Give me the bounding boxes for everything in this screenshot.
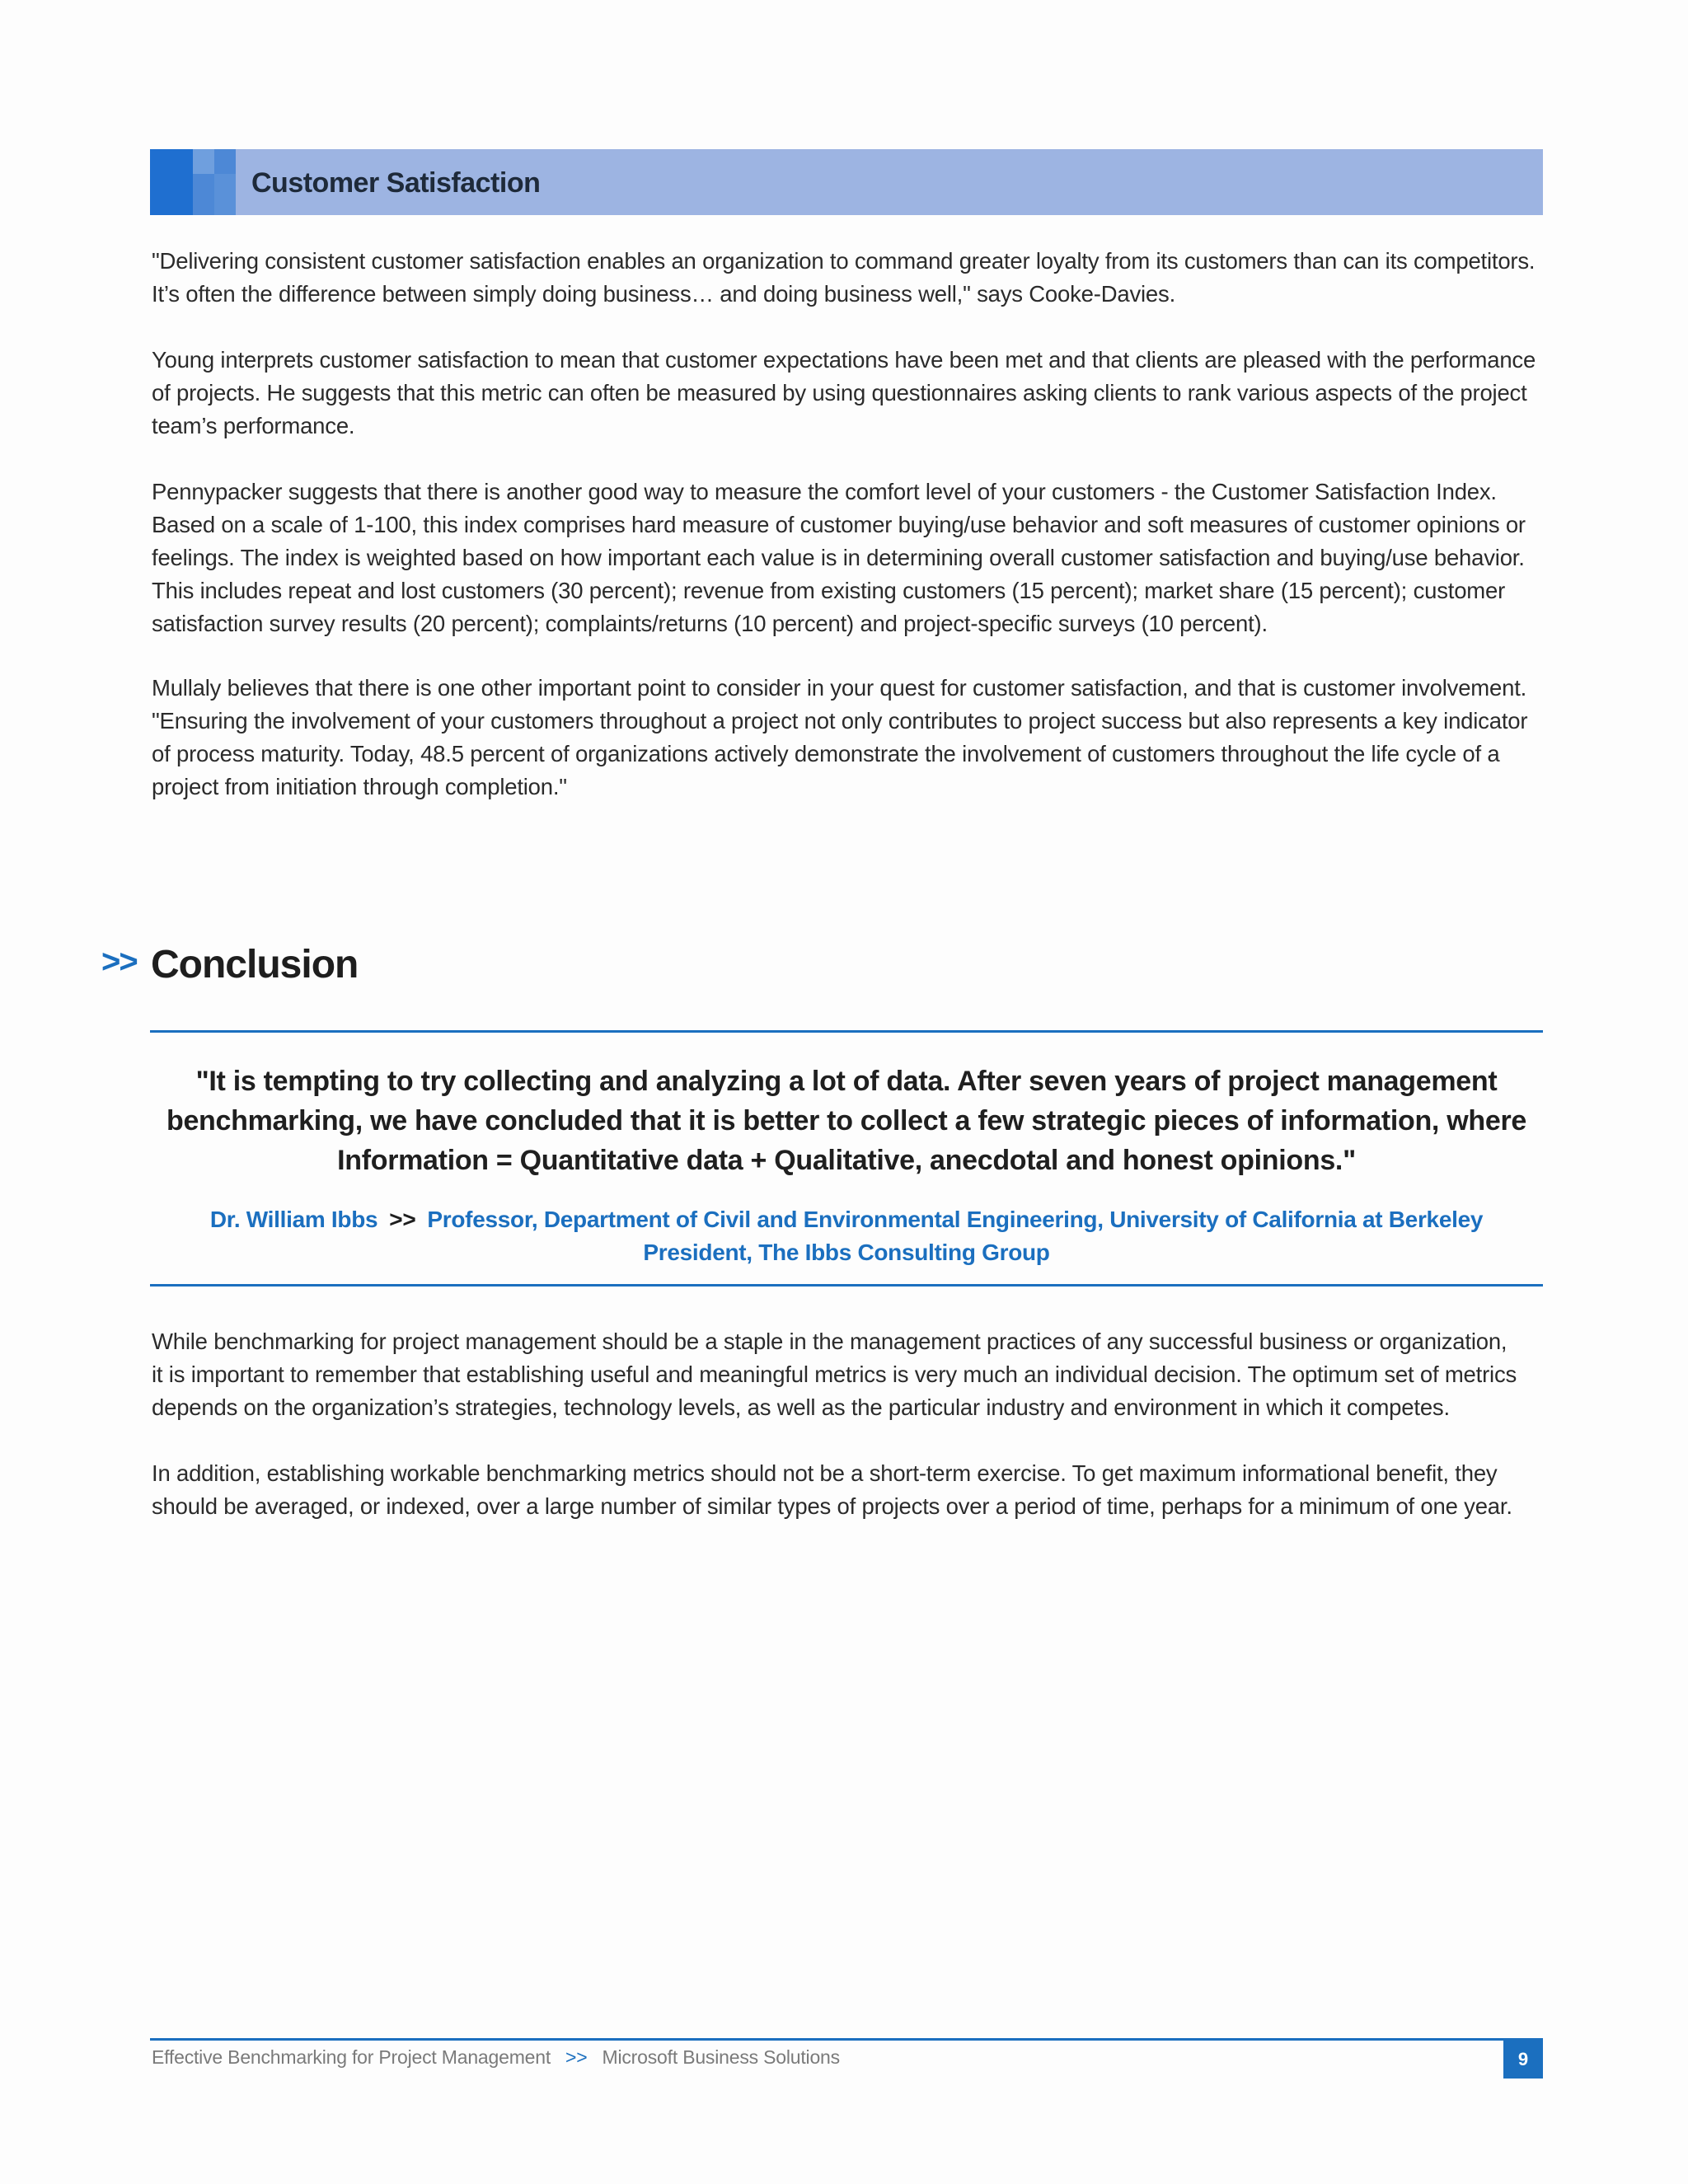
footer-rule	[150, 2038, 1543, 2041]
text-line: While benchmarking for project management should be a staple in the management practices of any successful business or organization,	[152, 1329, 1507, 1354]
text-line: of process maturity. Today, 48.5 percent of organizations actively demonstrate the involvement of customers throughout the life cycle of a	[152, 741, 1500, 766]
paragraph-1	[152, 245, 1553, 311]
text-line: feelings. The index is weighted based on how important each value is in determining overall customer satisfaction and buying/use behavior.	[152, 545, 1525, 570]
text-line: "Delivering consistent customer satisfaction enables an organization to command greater loyalty from its customers than can its competitors.	[152, 248, 1536, 274]
paragraph-4	[152, 672, 1553, 804]
band-square-accent	[214, 174, 236, 215]
text-line: In addition, establishing workable benchmarking metrics should not be a short-term exercise. To get maximum informational benefit, they	[152, 1460, 1498, 1486]
text-line: should be averaged, or indexed, over a large number of similar types of projects over a period of time, perhaps for a minimum of one year.	[152, 1493, 1512, 1519]
section-title: Customer Satisfaction	[251, 167, 541, 199]
footer-doc-title: Effective Benchmarking for Project Management	[152, 2046, 551, 2068]
page-number: 9	[1503, 2041, 1543, 2079]
quote-attribution	[150, 1203, 1543, 1269]
attribution-name: Dr. William Ibbs	[209, 1207, 378, 1232]
quote-bottom-rule	[150, 1284, 1543, 1286]
quote-top-rule	[150, 1030, 1543, 1033]
text-line: team’s performance.	[152, 413, 355, 438]
conclusion-paragraph-2	[152, 1457, 1553, 1523]
chevron-right-double-icon: >>	[101, 944, 137, 980]
attribution-separator: >>	[389, 1207, 416, 1232]
footer-separator: >>	[565, 2046, 588, 2068]
text-line: project from initiation through completion."	[152, 774, 567, 799]
text-line: of projects. He suggests that this metric can often be measured by using questionnaires asking clients to rank various aspects of the project	[152, 380, 1527, 405]
text-line: Young interprets customer satisfaction to mean that customer expectations have been met and that clients are pleased with the performance	[152, 347, 1536, 373]
attribution-role: Professor, Department of Civil and Environmental Engineering, University of California at Berkeley	[427, 1207, 1484, 1232]
quote-line: "It is tempting to try collecting and analyzing a lot of data. After seven years of project management	[195, 1066, 1498, 1097]
conclusion-paragraph-1	[152, 1325, 1553, 1424]
footer	[152, 2046, 840, 2069]
pull-quote	[150, 1062, 1543, 1180]
section-header-band	[150, 149, 1543, 215]
text-line: This includes repeat and lost customers (30 percent); revenue from existing customers (15 percent); market share (15 percent); customer	[152, 578, 1506, 603]
text-line: "Ensuring the involvement of your customers throughout a project not only contributes to project success but also represents a key indicator	[152, 708, 1528, 733]
text-line: depends on the organization’s strategies, technology levels, as well as the particular industry and environment in which it competes.	[152, 1394, 1450, 1420]
text-line: Mullaly believes that there is one other important point to consider in your quest for customer satisfaction, and that is customer involvement.	[152, 675, 1527, 701]
paragraph-3	[152, 476, 1553, 640]
text-line: It’s often the difference between simply doing business… and doing business well," says Cooke-Davies.	[152, 281, 1176, 307]
quote-line: Information = Quantitative data + Qualitative, anecdotal and honest opinions."	[337, 1145, 1356, 1176]
text-line: Pennypacker suggests that there is another good way to measure the comfort level of your customers - the Customer Satisfaction Index.	[152, 479, 1497, 504]
paragraph-2	[152, 344, 1553, 443]
text-line: Based on a scale of 1-100, this index comprises hard measure of customer buying/use behavior and soft measures of customer opinions or	[152, 512, 1526, 537]
conclusion-title: Conclusion	[151, 943, 359, 987]
text-line: it is important to remember that establishing useful and meaningful metrics is very much an individual decision. The optimum set of metrics	[152, 1361, 1517, 1387]
quote-line: benchmarking, we have concluded that it is better to collect a few strategic pieces of information, where	[166, 1105, 1526, 1137]
text-line: satisfaction survey results (20 percent); complaints/returns (10 percent) and project-specific surveys (10 percent).	[152, 611, 1268, 636]
footer-publisher: Microsoft Business Solutions	[602, 2046, 840, 2068]
band-square-dark	[150, 149, 193, 215]
attribution-role-2: President, The Ibbs Consulting Group	[643, 1240, 1050, 1265]
band-square-light	[193, 149, 214, 174]
